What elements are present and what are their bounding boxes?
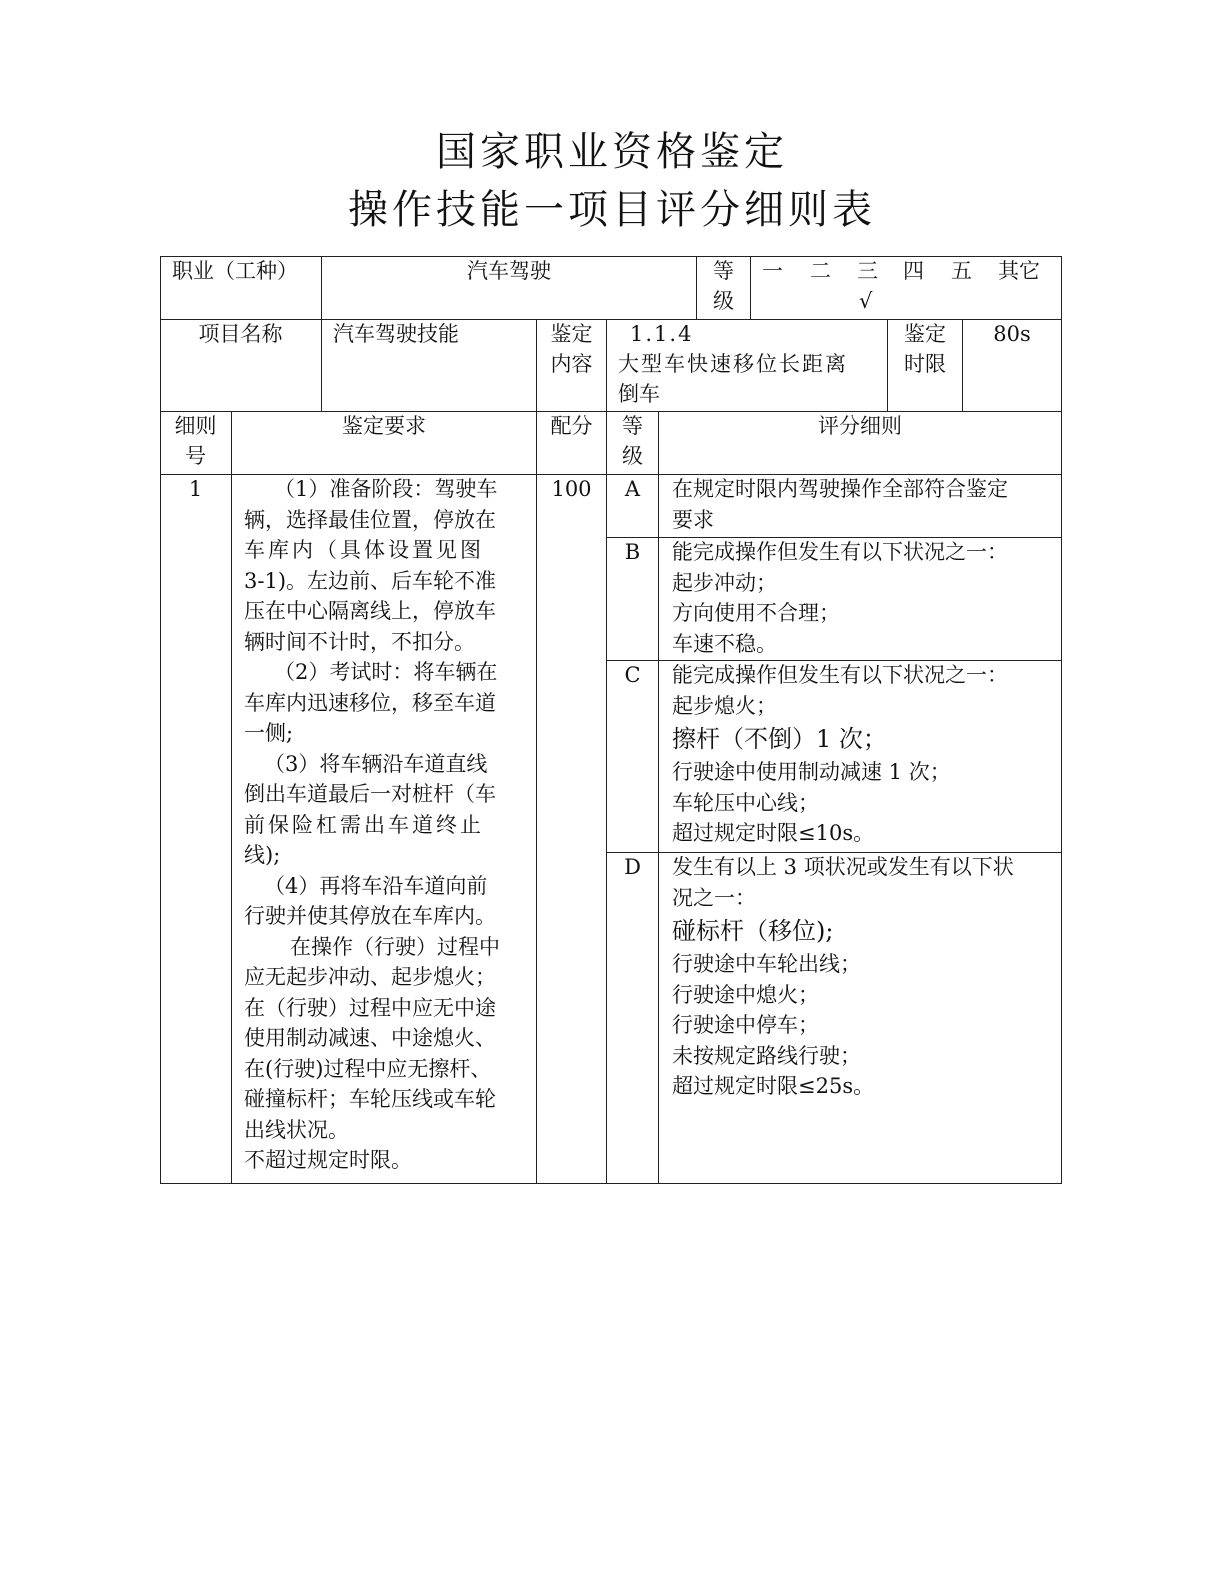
requirement-line: 压在中心隔离线上，停放车 bbox=[244, 599, 496, 623]
requirement-line: 车库内迅速移位，移至车道 bbox=[244, 690, 496, 715]
requirement-line: 在(行驶)过程中应无擦杆、 bbox=[244, 1056, 492, 1081]
requirement-line: 车库内（具体设置见图 bbox=[244, 538, 484, 562]
criteria-a-text bbox=[672, 474, 1056, 535]
table-border-bottom bbox=[160, 1183, 1062, 1184]
criteria-line: 擦杆（不倒）1 次； bbox=[672, 725, 887, 753]
requirement-line: 辆时间不计时，不扣分。 bbox=[244, 629, 475, 654]
criteria-line: 行驶途中停车； bbox=[672, 1013, 819, 1037]
document-title-line2: 操作技能一项目评分细则表 bbox=[348, 187, 876, 233]
grade-check-mark: √ bbox=[859, 289, 873, 313]
col-divider bbox=[658, 411, 659, 1184]
requirement-line: （4）再将车沿车道向前 bbox=[264, 873, 488, 898]
col-divider bbox=[321, 319, 322, 411]
criteria-line: 超过规定时限≤10s。 bbox=[672, 821, 875, 845]
col-header-level-2: 级 bbox=[622, 444, 643, 468]
criteria-line: 况之一： bbox=[672, 885, 756, 910]
content-line-1: 大型车快速移位长距离 bbox=[618, 352, 848, 376]
requirement-line: 碰撞标杆；车轮压线或车轮 bbox=[244, 1087, 496, 1111]
criteria-d-text bbox=[672, 852, 1056, 1102]
criteria-line: 行驶途中使用制动减速 1 次； bbox=[672, 760, 951, 784]
criteria-line: 车轮压中心线； bbox=[672, 790, 819, 815]
requirement-line: 前保险杠需出车道终止 bbox=[244, 812, 484, 837]
criteria-line: 发生有以上 3 项状况或发生有以下状 bbox=[672, 855, 1014, 879]
criteria-line: 未按规定路线行驶； bbox=[672, 1043, 861, 1068]
col-header-criteria: 评分细则 bbox=[818, 414, 902, 438]
requirement-line: 3-1)。左边前、后车轮不准 bbox=[244, 568, 497, 593]
criteria-line: 行驶途中熄火； bbox=[672, 982, 819, 1007]
score-value: 100 bbox=[551, 477, 592, 501]
requirement-line: 线); bbox=[244, 843, 281, 867]
requirement-line: 使用制动减速、中途熄火、 bbox=[244, 1026, 496, 1050]
scoring-table bbox=[160, 256, 1062, 1184]
col-header-level-1: 等 bbox=[622, 414, 643, 438]
grade-option-1: 一 bbox=[762, 259, 783, 283]
grade-option-2: 二 bbox=[810, 259, 831, 283]
rule-number: 1 bbox=[188, 477, 203, 501]
requirement-line: 不超过规定时限。 bbox=[244, 1148, 412, 1172]
col-divider bbox=[231, 411, 232, 1184]
requirement-line: 在操作（行驶）过程中 bbox=[290, 934, 500, 959]
requirement-line: 一侧; bbox=[244, 721, 294, 745]
requirement-line: （3）将车辆沿车道直线 bbox=[264, 751, 488, 776]
document-title-line1: 国家职业资格鉴定 bbox=[436, 129, 788, 175]
grade-label-1: 等 bbox=[713, 259, 734, 283]
col-header-rule-no-1: 细则 bbox=[174, 414, 217, 438]
grade-label-2: 级 bbox=[713, 289, 734, 313]
requirement-line: 辆，选择最佳位置，停放在 bbox=[244, 507, 496, 532]
grade-level-a: A bbox=[624, 477, 641, 501]
criteria-line: 在规定时限内驾驶操作全部符合鉴定 bbox=[672, 477, 1008, 501]
occupation-label: 职业（工种） bbox=[172, 259, 298, 283]
col-header-score: 配分 bbox=[550, 414, 593, 438]
criteria-line: 超过规定时限≤25s。 bbox=[672, 1074, 875, 1098]
requirement-line: 行驶并使其停放在车库内。 bbox=[244, 904, 496, 928]
occupation-value: 汽车驾驶 bbox=[467, 259, 551, 283]
criteria-line: 要求 bbox=[672, 507, 714, 532]
time-label-1: 鉴定 bbox=[904, 322, 946, 346]
criteria-c-text bbox=[672, 660, 1056, 849]
col-header-requirements: 鉴定要求 bbox=[342, 414, 426, 438]
time-label-2: 时限 bbox=[904, 352, 946, 376]
col-divider bbox=[750, 256, 751, 319]
criteria-line: 方向使用不合理； bbox=[672, 601, 840, 625]
grade-level-d: D bbox=[624, 855, 641, 879]
criteria-line: 起步冲动； bbox=[672, 570, 777, 595]
requirement-line: 倒出车道最后一对桩杆（车 bbox=[244, 782, 496, 806]
content-label-2: 内容 bbox=[550, 352, 593, 376]
grade-option-4: 四 bbox=[903, 259, 924, 283]
requirement-line: 应无起步冲动、起步熄火； bbox=[244, 965, 496, 989]
criteria-line: 起步熄火； bbox=[672, 693, 777, 718]
content-label-1: 鉴定 bbox=[550, 322, 593, 346]
col-divider bbox=[536, 411, 537, 1184]
table-border-left bbox=[160, 256, 161, 1184]
col-header-rule-no-2: 号 bbox=[185, 444, 206, 468]
grade-level-b: B bbox=[624, 540, 641, 564]
criteria-line: 能完成操作但发生有以下状况之一： bbox=[672, 540, 1008, 564]
requirements-text bbox=[244, 474, 526, 1176]
table-border-right bbox=[1061, 256, 1062, 1184]
criteria-line: 碰标杆（移位); bbox=[672, 917, 834, 945]
project-name-label: 项目名称 bbox=[198, 322, 283, 346]
project-name-value: 汽车驾驶技能 bbox=[333, 322, 459, 346]
criteria-b-text bbox=[672, 537, 1056, 659]
col-divider bbox=[606, 411, 607, 1184]
grade-level-c: C bbox=[624, 663, 641, 687]
grade-option-3: 三 bbox=[857, 259, 878, 283]
criteria-line: 行驶途中车轮出线； bbox=[672, 952, 861, 976]
content-line-2: 倒车 bbox=[618, 382, 660, 406]
requirement-line: （2）考试时：将车辆在 bbox=[274, 660, 498, 684]
requirement-line: （1）准备阶段：驾驶车 bbox=[274, 477, 498, 501]
requirement-line: 出线状况。 bbox=[244, 1117, 349, 1142]
requirement-line: 在（行驶）过程中应无中途 bbox=[244, 995, 496, 1020]
time-limit-value: 80s bbox=[993, 322, 1031, 346]
grade-option-5: 五 bbox=[951, 259, 972, 283]
criteria-line: 能完成操作但发生有以下状况之一： bbox=[672, 663, 1008, 687]
criteria-line: 车速不稳。 bbox=[672, 631, 777, 656]
col-divider bbox=[606, 319, 607, 411]
grade-option-6: 其它 bbox=[998, 259, 1040, 283]
content-code: 1.1.4 bbox=[630, 322, 694, 346]
